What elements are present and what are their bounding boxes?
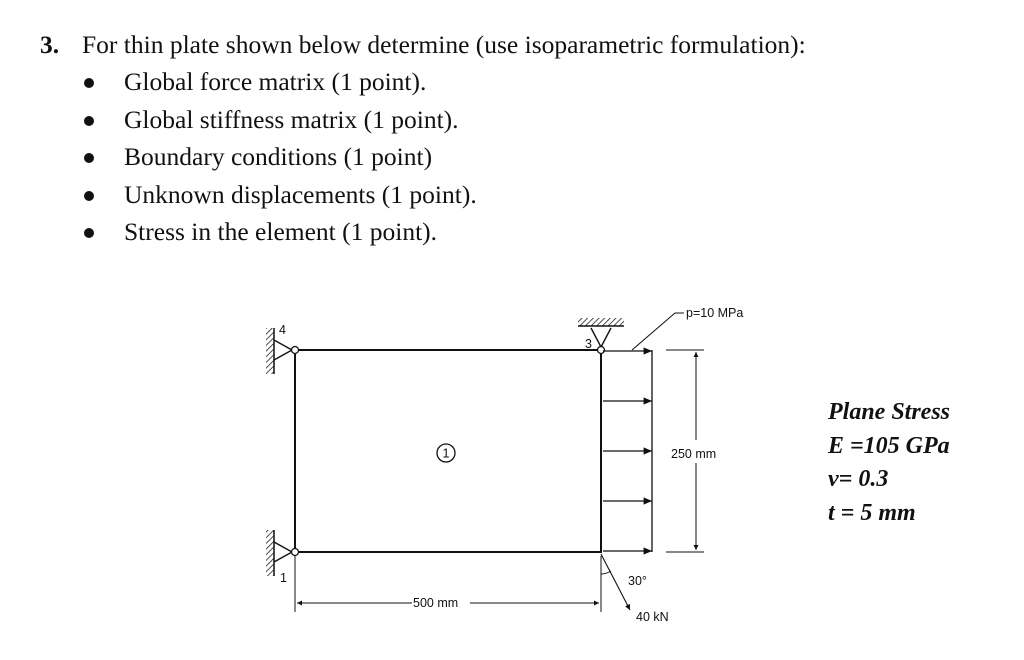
width-label: 500 mm <box>413 596 459 610</box>
question-number: 3. <box>40 30 60 59</box>
pressure-load <box>603 313 684 552</box>
task-item: Global stiffness matrix (1 point). <box>84 101 477 139</box>
youngs-modulus: E =105 GPa <box>828 432 950 459</box>
pressure-label: p=10 MPa <box>686 306 744 320</box>
point-load <box>601 554 630 610</box>
task-item: Global force matrix (1 point). <box>84 63 477 101</box>
pin-support-node-1 <box>266 530 299 576</box>
task-item: Boundary conditions (1 point) <box>84 138 477 176</box>
plate-thickness: t = 5 mm <box>828 499 916 526</box>
height-label: 250 mm <box>671 447 717 461</box>
element-number-marker <box>437 444 455 462</box>
node-label-1: 1 <box>280 571 287 585</box>
poisson-ratio: ν= 0.3 <box>828 466 889 492</box>
angle-label: 30° <box>628 574 647 588</box>
node-label-3: 3 <box>585 337 592 351</box>
question-prompt: For thin plate shown below determine (use isoparametric formulation): <box>82 30 806 59</box>
task-item: Stress in the element (1 point). <box>84 213 477 251</box>
node-label-4: 4 <box>279 323 286 337</box>
task-item: Unknown displacements (1 point). <box>84 176 477 214</box>
material-properties <box>828 396 950 530</box>
force-label: 40 kN <box>636 610 669 624</box>
analysis-condition: Plane Stress <box>828 399 951 425</box>
element-number: 1 <box>442 446 450 461</box>
